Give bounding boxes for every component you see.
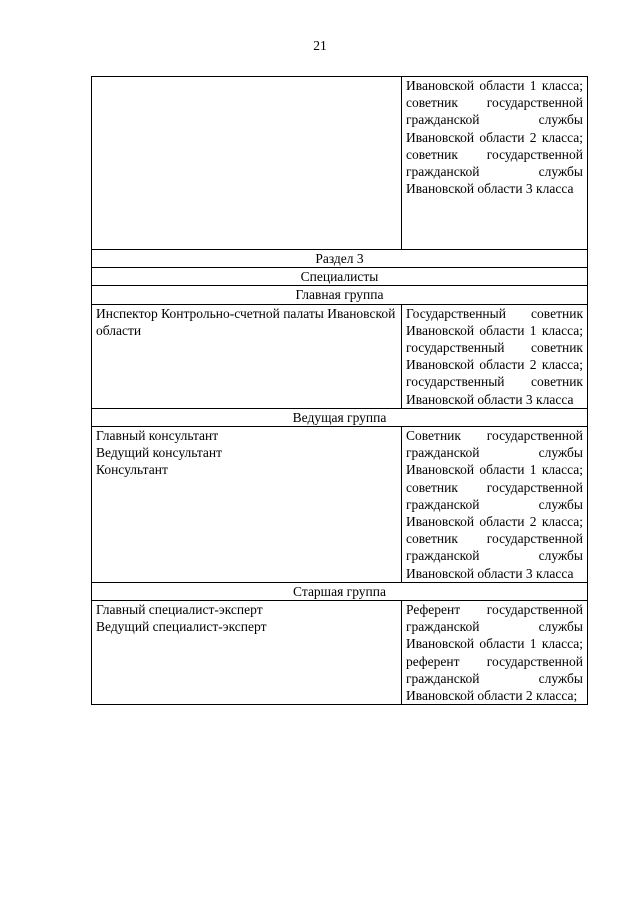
class-rank-cell: Референт государственной гражданской службы Ивановской области 1 класса; референт государственной гражданской службы Ивановской области 2 класса;: [402, 601, 588, 705]
position-name: Инспектор Контрольно-счетной палаты Ивановской области: [96, 305, 396, 338]
position-name: Ведущий специалист-эксперт: [96, 619, 267, 635]
position-cell: [92, 427, 402, 583]
group-title: Старшая группа: [92, 582, 588, 600]
position-cell: [92, 601, 402, 705]
group-row: [92, 582, 588, 600]
position-name: Главный специалист-эксперт: [96, 602, 263, 618]
class-rank-cell: Государственный советник Ивановской области 1 класса; государственный советник Ивановской области 2 класса; государственный советник Ивановской области 3 класса: [402, 304, 588, 408]
table-row: [92, 304, 588, 408]
position-name: Консультант: [96, 462, 168, 478]
table-row: [92, 77, 588, 250]
group-row: [92, 408, 588, 426]
class-rank-cell: Ивановской области 1 класса; советник государственной гражданской службы Ивановской области 2 класса; советник государственной гражданской службы Ивановской области 3 класса: [402, 77, 588, 250]
category-title: Специалисты: [92, 268, 588, 286]
position-name: Главный консультант: [96, 428, 219, 444]
category-row: [92, 268, 588, 286]
positions-table: [91, 76, 588, 705]
position-cell: [92, 304, 402, 408]
position-name: Ведущий консультант: [96, 445, 223, 461]
page-number: 21: [313, 38, 327, 53]
position-cell: [92, 77, 402, 250]
group-title: Ведущая группа: [92, 408, 588, 426]
group-title: Главная группа: [92, 286, 588, 304]
section-title: Раздел 3: [92, 250, 588, 268]
group-row: [92, 286, 588, 304]
table-row: [92, 601, 588, 705]
class-rank-cell: Советник государственной гражданской службы Ивановской области 1 класса; советник государственной гражданской службы Ивановской области 2 класса; советник государственной гражданской службы Ивановской области 3 класса: [402, 427, 588, 583]
table-row: [92, 427, 588, 583]
section-row: [92, 250, 588, 268]
